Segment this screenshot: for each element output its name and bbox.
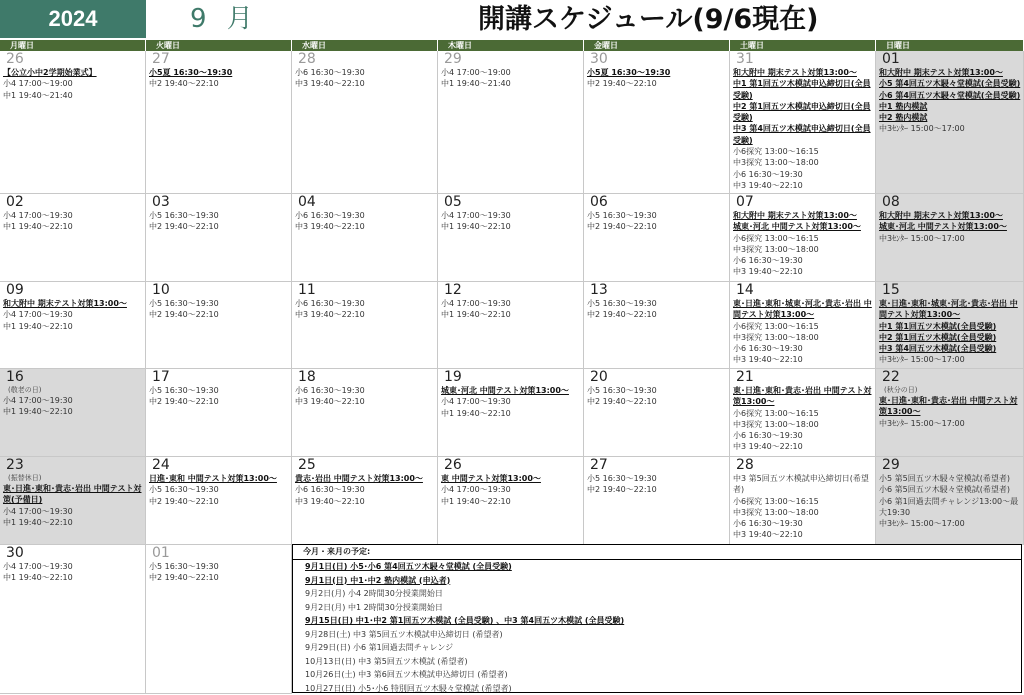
class-time-line: 中3 19:40～22:10 xyxy=(292,221,437,232)
event-line: 東 中間テスト対策13:00～ xyxy=(438,473,583,484)
event-line: 【公立小中2学期始業式】 xyxy=(0,67,145,78)
calendar-day-cell xyxy=(730,282,876,369)
calendar-day-cell xyxy=(876,457,1024,545)
upcoming-schedule-item: 10月27日(日) 小5･小6 特別回五ツ木駸々堂模試 (希望者) xyxy=(293,682,1021,695)
day-number: 24 xyxy=(146,458,291,473)
event-line: 城東･河北 中間テスト対策13:00～ xyxy=(438,385,583,396)
event-line: 中3 第4回五ツ木模試(全員受験) xyxy=(876,343,1023,354)
event-line: 貴志･岩出 中間テスト対策13:00～ xyxy=(292,473,437,484)
class-time-line: 小6 16:30～19:30 xyxy=(292,484,437,495)
class-time-line: 小4 17:00～19:30 xyxy=(0,309,145,320)
weekday-header: 金曜日 xyxy=(584,40,730,51)
weekday-header: 木曜日 xyxy=(438,40,584,51)
day-number: 08 xyxy=(876,195,1023,210)
day-number: 29 xyxy=(438,52,583,67)
class-time-line: 中3 第5回五ツ木模試申込締切日(希望者) xyxy=(730,473,875,496)
class-time-line: 中1 19:40～22:10 xyxy=(0,572,145,583)
day-number: 01 xyxy=(876,52,1023,67)
calendar-day-cell xyxy=(730,51,876,194)
event-line: 東･日進･東和･城東･河北･貴志･岩出 中間テスト対策13:00～ xyxy=(730,298,875,321)
class-time-line: 中3探究 13:00～18:00 xyxy=(730,507,875,518)
class-time-line: 小4 17:00～19:00 xyxy=(0,78,145,89)
class-time-line: 中2 19:40～22:10 xyxy=(584,396,729,407)
class-time-line: 小6 16:30～19:30 xyxy=(292,298,437,309)
upcoming-schedule-item: 9月1日(日) 小5･小6 第4回五ツ木駸々堂模試 (全員受験) xyxy=(293,560,1021,574)
class-time-line: 中2 19:40～22:10 xyxy=(584,78,729,89)
calendar-day-cell xyxy=(0,545,146,694)
calendar-day-cell xyxy=(0,194,146,282)
upcoming-schedule-item: 9月2日(月) 中1 2時間30分授業開始日 xyxy=(293,601,1021,615)
class-time-line: 小4 17:00～19:30 xyxy=(438,298,583,309)
day-number: 30 xyxy=(0,546,145,561)
upcoming-schedule-box xyxy=(292,544,1022,693)
day-number: 22 xyxy=(876,370,1023,385)
class-time-line: 小5 16:30～19:30 xyxy=(146,385,291,396)
day-number: 04 xyxy=(292,195,437,210)
class-time-line: 中3ｾﾝﾀｰ 15:00～17:00 xyxy=(876,233,1023,244)
day-number: 14 xyxy=(730,283,875,298)
class-time-line: 中1 19:40～21:40 xyxy=(438,78,583,89)
class-time-line: 小4 17:00～19:00 xyxy=(438,67,583,78)
class-time-line: 小5 第5回五ツ木駸々堂模試(希望者) xyxy=(876,473,1023,484)
upcoming-schedule-item: 9月15日(日) 中1･中2 第1回五ツ木模試 (全員受験) 、中3 第4回五ツ木模試 (全員受験) xyxy=(293,614,1021,628)
class-time-line: 小6 16:30～19:30 xyxy=(730,518,875,529)
class-time-line: 小6 16:30～19:30 xyxy=(292,210,437,221)
class-time-line: 中1 19:40～22:10 xyxy=(0,221,145,232)
event-line: 和大附中 期末テスト対策13:00～ xyxy=(876,67,1023,78)
calendar-day-cell xyxy=(438,282,584,369)
calendar-day-cell xyxy=(584,369,730,457)
day-number: 13 xyxy=(584,283,729,298)
class-time-line: 小6探究 13:00～16:15 xyxy=(730,496,875,507)
class-time-line: 小6 16:30～19:30 xyxy=(292,67,437,78)
class-time-line: 中2 19:40～22:10 xyxy=(584,221,729,232)
upcoming-schedule-item: 10月13日(日) 中3 第5回五ツ木模試 (希望者) xyxy=(293,655,1021,669)
calendar-day-cell xyxy=(146,194,292,282)
class-time-line: 小5 16:30～19:30 xyxy=(146,210,291,221)
class-time-line: 小6探究 13:00～16:15 xyxy=(730,408,875,419)
event-line: 東･日進･東和･貴志･岩出 中間テスト対策(予備日) xyxy=(0,483,145,506)
calendar-day-cell xyxy=(292,282,438,369)
class-time-line: 中3 19:40～22:10 xyxy=(292,396,437,407)
class-time-line: 中3 19:40～22:10 xyxy=(730,529,875,540)
upcoming-schedule-item: 9月28日(土) 中3 第5回五ツ木模試申込締切日 (希望者) xyxy=(293,628,1021,642)
day-number: 12 xyxy=(438,283,583,298)
class-time-line: 小6探究 13:00～16:15 xyxy=(730,146,875,157)
class-time-line: 小4 17:00～19:30 xyxy=(0,395,145,406)
class-time-line: 中3ｾﾝﾀｰ 15:00～17:00 xyxy=(876,354,1023,365)
day-number: 27 xyxy=(584,458,729,473)
upcoming-schedule-item: 9月1日(日) 中1･中2 塾内模試 (申込者) xyxy=(293,574,1021,588)
class-time-line: 小5 16:30～19:30 xyxy=(584,298,729,309)
class-time-line: 小6 16:30～19:30 xyxy=(730,255,875,266)
day-number: 16 xyxy=(0,370,145,385)
calendar-day-cell xyxy=(584,194,730,282)
event-line: 城東･河北 中間テスト対策13:00～ xyxy=(730,221,875,232)
calendar-day-cell xyxy=(876,51,1024,194)
event-line: 中1 第1回五ツ木模試申込締切日(全員受験) xyxy=(730,78,875,101)
event-line: 和大附中 期末テスト対策13:00～ xyxy=(730,67,875,78)
class-time-line: 中3 19:40～22:10 xyxy=(292,496,437,507)
calendar-day-cell xyxy=(584,457,730,545)
class-time-line: 中3 19:40～22:10 xyxy=(730,354,875,365)
page-title: 開講スケジュール(9/6現在) xyxy=(478,3,819,37)
upcoming-schedule-list xyxy=(293,560,1021,695)
holiday-name: (振替休日) xyxy=(0,473,145,483)
calendar-day-cell xyxy=(0,369,146,457)
calendar-day-cell xyxy=(584,282,730,369)
class-time-line: 小4 17:00～19:30 xyxy=(0,506,145,517)
class-time-line: 中3ｾﾝﾀｰ 15:00～17:00 xyxy=(876,518,1023,529)
class-time-line: 中3 19:40～22:10 xyxy=(292,78,437,89)
class-time-line: 小4 17:00～19:30 xyxy=(0,561,145,572)
class-time-line: 小4 17:00～19:30 xyxy=(438,396,583,407)
weekday-header: 月曜日 xyxy=(0,40,146,51)
day-number: 10 xyxy=(146,283,291,298)
calendar-day-cell xyxy=(292,457,438,545)
event-line: 中1 塾内模試 xyxy=(876,101,1023,112)
day-number: 27 xyxy=(146,52,291,67)
day-number: 31 xyxy=(730,52,875,67)
class-time-line: 小6 16:30～19:30 xyxy=(730,169,875,180)
day-number: 30 xyxy=(584,52,729,67)
day-number: 21 xyxy=(730,370,875,385)
class-time-line: 中1 19:40～22:10 xyxy=(438,408,583,419)
day-number: 03 xyxy=(146,195,291,210)
calendar-day-cell xyxy=(876,194,1024,282)
weekday-header-row xyxy=(0,40,1024,51)
calendar-day-cell xyxy=(0,457,146,545)
class-time-line: 中3探究 13:00～18:00 xyxy=(730,419,875,430)
class-time-line: 中1 19:40～22:10 xyxy=(0,406,145,417)
calendar-day-cell xyxy=(146,457,292,545)
class-time-line: 小6 16:30～19:30 xyxy=(730,430,875,441)
event-line: 小5 第4回五ツ木駸々堂模試(全員受験) xyxy=(876,78,1023,89)
day-number: 29 xyxy=(876,458,1023,473)
class-time-line: 中2 19:40～22:10 xyxy=(146,572,291,583)
day-number: 28 xyxy=(730,458,875,473)
day-number: 02 xyxy=(0,195,145,210)
day-number: 15 xyxy=(876,283,1023,298)
calendar-day-cell xyxy=(0,282,146,369)
day-number: 18 xyxy=(292,370,437,385)
calendar-day-cell xyxy=(292,369,438,457)
calendar-day-cell xyxy=(146,51,292,194)
day-number: 23 xyxy=(0,458,145,473)
class-time-line: 中3探究 13:00～18:00 xyxy=(730,157,875,168)
calendar-day-cell xyxy=(146,369,292,457)
calendar-day-cell xyxy=(438,369,584,457)
class-time-line: 中3探究 13:00～18:00 xyxy=(730,332,875,343)
event-line: 和大附中 期末テスト対策13:00～ xyxy=(0,298,145,309)
class-time-line: 中1 19:40～22:10 xyxy=(438,496,583,507)
weekday-header: 土曜日 xyxy=(730,40,876,51)
year-badge: 2024 xyxy=(0,0,146,38)
event-line: 東･日進･東和･貴志･岩出 中間テスト対策13:00～ xyxy=(730,385,875,408)
calendar-day-cell xyxy=(292,51,438,194)
class-time-line: 小5 16:30～19:30 xyxy=(146,298,291,309)
class-time-line: 中2 19:40～22:10 xyxy=(146,221,291,232)
event-line: 和大附中 期末テスト対策13:00～ xyxy=(876,210,1023,221)
day-number: 17 xyxy=(146,370,291,385)
event-line: 小6 第4回五ツ木駸々堂模試(全員受験) xyxy=(876,90,1023,101)
event-line: 和大附中 期末テスト対策13:00～ xyxy=(730,210,875,221)
day-number: 26 xyxy=(0,52,145,67)
class-time-line: 中2 19:40～22:10 xyxy=(146,78,291,89)
event-line: 日進･東和 中間テスト対策13:00～ xyxy=(146,473,291,484)
event-line: 東･日進･東和･城東･河北･貴志･岩出 中間テスト対策13:00～ xyxy=(876,298,1023,321)
class-time-line: 小6 第5回五ツ木駸々堂模試(希望者) xyxy=(876,484,1023,495)
calendar-day-cell xyxy=(0,51,146,194)
day-number: 28 xyxy=(292,52,437,67)
calendar-day-cell xyxy=(292,194,438,282)
class-time-line: 中3 19:40～22:10 xyxy=(730,180,875,191)
weekday-header: 水曜日 xyxy=(292,40,438,51)
calendar-day-cell xyxy=(584,51,730,194)
class-time-line: 中1 19:40～22:10 xyxy=(438,309,583,320)
class-time-line: 小6 第1回過去問チャレンジ13:00～最大19:30 xyxy=(876,496,1023,519)
class-time-line: 中3ｾﾝﾀｰ 15:00～17:00 xyxy=(876,418,1023,429)
holiday-name: (敬老の日) xyxy=(0,385,145,395)
weekday-header: 火曜日 xyxy=(146,40,292,51)
class-time-line: 中2 19:40～22:10 xyxy=(584,309,729,320)
class-time-line: 小4 17:00～19:30 xyxy=(438,210,583,221)
class-time-line: 小6探究 13:00～16:15 xyxy=(730,321,875,332)
holiday-name: (秋分の日) xyxy=(876,385,1023,395)
day-number: 26 xyxy=(438,458,583,473)
class-time-line: 小5 16:30～19:30 xyxy=(146,561,291,572)
class-time-line: 中3探究 13:00～18:00 xyxy=(730,244,875,255)
day-number: 19 xyxy=(438,370,583,385)
day-number: 05 xyxy=(438,195,583,210)
day-number: 09 xyxy=(0,283,145,298)
class-time-line: 小5 16:30～19:30 xyxy=(584,210,729,221)
calendar-day-cell xyxy=(876,369,1024,457)
class-time-line: 小6探究 13:00～16:15 xyxy=(730,233,875,244)
class-time-line: 中3 19:40～22:10 xyxy=(292,309,437,320)
event-line: 小5夏 16:30～19:30 xyxy=(146,67,291,78)
event-line: 中2 第1回五ツ木模試申込締切日(全員受験) xyxy=(730,101,875,124)
event-line: 中2 第1回五ツ木模試(全員受験) xyxy=(876,332,1023,343)
event-line: 中2 塾内模試 xyxy=(876,112,1023,123)
class-time-line: 中1 19:40～22:10 xyxy=(438,221,583,232)
calendar-day-cell xyxy=(730,194,876,282)
calendar-day-cell xyxy=(146,282,292,369)
class-time-line: 小4 17:00～19:30 xyxy=(438,484,583,495)
day-number: 07 xyxy=(730,195,875,210)
class-time-line: 小6 16:30～19:30 xyxy=(292,385,437,396)
class-time-line: 中2 19:40～22:10 xyxy=(146,396,291,407)
day-number: 06 xyxy=(584,195,729,210)
class-time-line: 中3 19:40～22:10 xyxy=(730,441,875,452)
calendar-header xyxy=(0,0,1024,40)
class-time-line: 中2 19:40～22:10 xyxy=(146,309,291,320)
calendar-day-cell xyxy=(730,457,876,545)
class-time-line: 中1 19:40～22:10 xyxy=(0,517,145,528)
class-time-line: 中3ｾﾝﾀｰ 15:00～17:00 xyxy=(876,123,1023,134)
event-line: 中1 第1回五ツ木模試(全員受験) xyxy=(876,321,1023,332)
class-time-line: 中1 19:40～22:10 xyxy=(0,321,145,332)
class-time-line: 小5 16:30～19:30 xyxy=(584,385,729,396)
event-line: 城東･河北 中間テスト対策13:00～ xyxy=(876,221,1023,232)
upcoming-schedule-title: 今月・来月の予定: xyxy=(293,545,1021,560)
class-time-line: 小5 16:30～19:30 xyxy=(146,484,291,495)
calendar-day-cell xyxy=(438,51,584,194)
calendar-day-cell xyxy=(438,194,584,282)
upcoming-schedule-item: 9月2日(月) 小4 2時間30分授業開始日 xyxy=(293,587,1021,601)
class-time-line: 小4 17:00～19:30 xyxy=(0,210,145,221)
class-time-line: 小6 16:30～19:30 xyxy=(730,343,875,354)
class-time-line: 中2 19:40～22:10 xyxy=(584,484,729,495)
event-line: 中3 第4回五ツ木模試申込締切日(全員受験) xyxy=(730,123,875,146)
event-line: 東･日進･東和･貴志･岩出 中間テスト対策13:00～ xyxy=(876,395,1023,418)
class-time-line: 小5 16:30～19:30 xyxy=(584,473,729,484)
event-line: 小5夏 16:30～19:30 xyxy=(584,67,729,78)
day-number: 11 xyxy=(292,283,437,298)
day-number: 01 xyxy=(146,546,291,561)
class-time-line: 中3 19:40～22:10 xyxy=(730,266,875,277)
upcoming-schedule-item: 9月29日(日) 小6 第1回過去問チャレンジ xyxy=(293,641,1021,655)
day-number: 25 xyxy=(292,458,437,473)
class-time-line: 中2 19:40～22:10 xyxy=(146,496,291,507)
calendar-day-cell xyxy=(438,457,584,545)
calendar-day-cell xyxy=(146,545,292,694)
weekday-header: 日曜日 xyxy=(876,40,1024,51)
calendar-day-cell xyxy=(876,282,1024,369)
calendar-day-cell xyxy=(730,369,876,457)
class-time-line: 中1 19:40～21:40 xyxy=(0,90,145,101)
month-label: 9 月 xyxy=(190,2,259,36)
upcoming-schedule-item: 10月26日(土) 中3 第6回五ツ木模試申込締切日 (希望者) xyxy=(293,668,1021,682)
day-number: 20 xyxy=(584,370,729,385)
